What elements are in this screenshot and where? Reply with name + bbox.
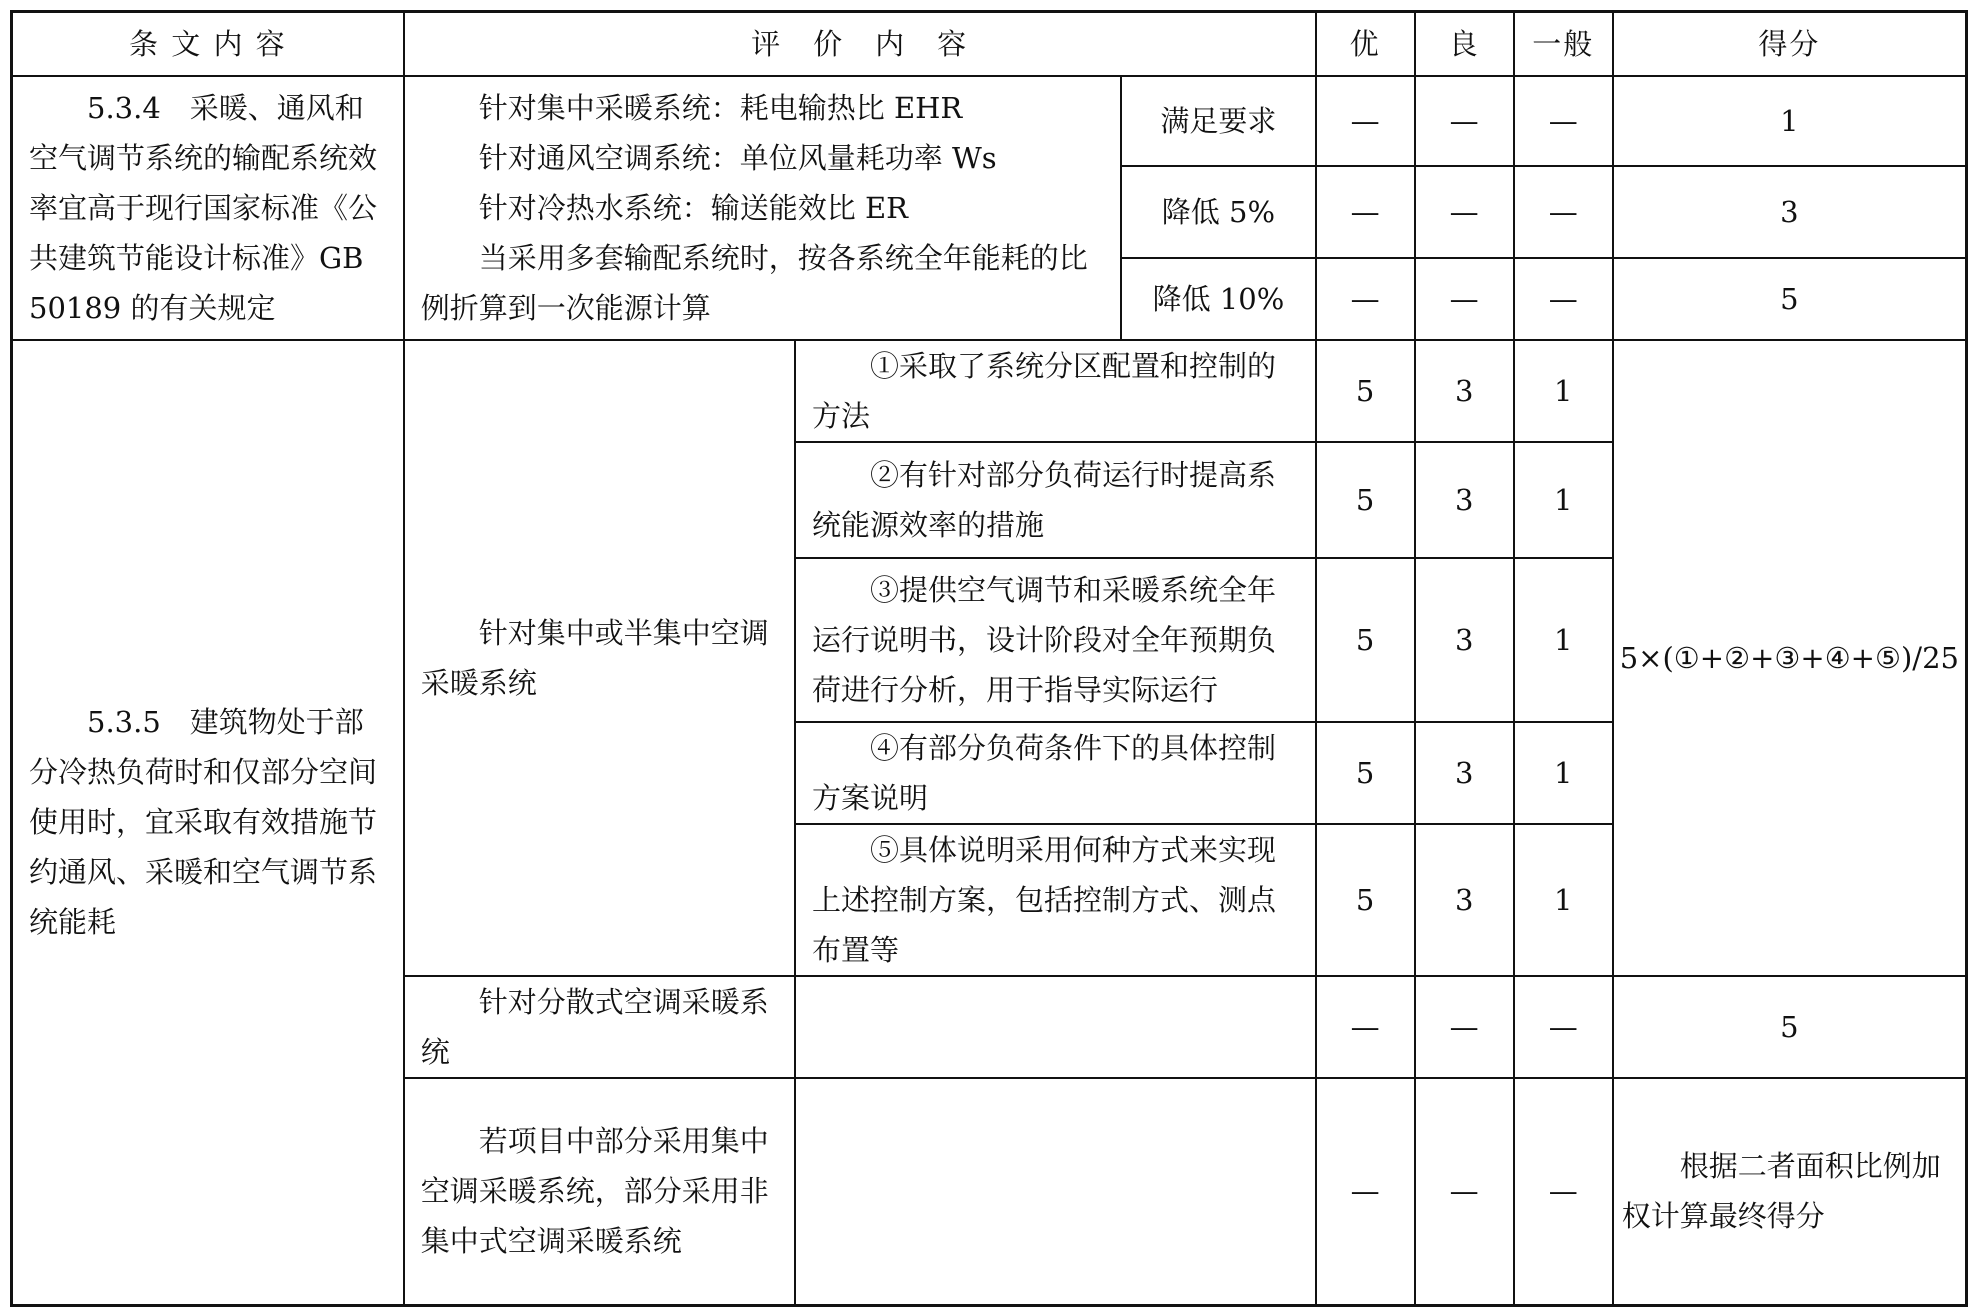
distributed-good: — [1415, 976, 1514, 1078]
mixed-empty-cell [795, 1078, 1316, 1306]
level-excellent: — [1316, 258, 1415, 340]
central-score-formula: 5×(①+②+③+④+⑤)/25 [1613, 340, 1967, 976]
item-excellent: 5 [1316, 340, 1415, 442]
level-excellent: — [1316, 166, 1415, 258]
header-fair: 一般 [1514, 12, 1613, 76]
distributed-empty-cell [795, 976, 1316, 1078]
header-evaluation: 评 价 内 容 [404, 12, 1316, 76]
level-fair: — [1514, 166, 1613, 258]
item-good: 3 [1415, 442, 1514, 558]
item-good: 3 [1415, 824, 1514, 976]
item-good: 3 [1415, 558, 1514, 722]
header-score: 得分 [1613, 12, 1967, 76]
table-row [12, 340, 1967, 442]
distributed-fair: — [1514, 976, 1613, 1078]
item-excellent: 5 [1316, 558, 1415, 722]
item-fair: 1 [1514, 558, 1613, 722]
header-row [12, 12, 1967, 76]
clause-534-text: 5.3.4 采暖、通风和空气调节系统的输配系统效率宜高于现行国家标准《公共建筑节能设计标准》GB 50189 的有关规定 [12, 76, 404, 340]
item-excellent: 5 [1316, 442, 1415, 558]
item-excellent: 5 [1316, 824, 1415, 976]
item-good: 3 [1415, 340, 1514, 442]
level-excellent: — [1316, 76, 1415, 166]
distributed-excellent: — [1316, 976, 1415, 1078]
level-label: 降低 5% [1121, 166, 1315, 258]
item-text: ⑤具体说明采用何种方式来实现上述控制方案，包括控制方式、测点布置等 [795, 824, 1316, 976]
criteria-line-ehr: 针对集中采暖系统：耗电输热比 EHR [478, 90, 963, 125]
item-text: ④有部分负荷条件下的具体控制方案说明 [795, 722, 1316, 824]
distributed-system-label: 针对分散式空调采暖系统 [404, 976, 795, 1078]
level-score: 3 [1613, 166, 1967, 258]
table-row [12, 76, 1967, 166]
criteria-line-er: 针对冷热水系统：输送能效比 ER [478, 190, 908, 225]
level-label: 满足要求 [1121, 76, 1315, 166]
level-good: — [1415, 76, 1514, 166]
criteria-line-multi: 当采用多套输配系统时，按各系统全年能耗的比例折算到一次能源计算 [420, 240, 1088, 325]
level-score: 5 [1613, 258, 1967, 340]
level-score: 1 [1613, 76, 1967, 166]
item-excellent: 5 [1316, 722, 1415, 824]
item-fair: 1 [1514, 340, 1613, 442]
mixed-fair: — [1514, 1078, 1613, 1306]
distributed-score: 5 [1613, 976, 1967, 1078]
item-fair: 1 [1514, 442, 1613, 558]
level-fair: — [1514, 258, 1613, 340]
central-system-label: 针对集中或半集中空调采暖系统 [404, 340, 795, 976]
item-good: 3 [1415, 722, 1514, 824]
level-label: 降低 10% [1121, 258, 1315, 340]
evaluation-table-container [10, 10, 1968, 1307]
header-clause: 条 文 内 容 [12, 12, 404, 76]
level-good: — [1415, 166, 1514, 258]
mixed-score: 根据二者面积比例加权计算最终得分 [1613, 1078, 1967, 1306]
item-text: ①采取了系统分区配置和控制的方法 [795, 340, 1316, 442]
mixed-excellent: — [1316, 1078, 1415, 1306]
mixed-good: — [1415, 1078, 1514, 1306]
criteria-line-ws: 针对通风空调系统：单位风量耗功率 Ws [478, 140, 997, 175]
clause-535-text: 5.3.5 建筑物处于部分冷热负荷时和仅部分空间使用时，宜采取有效措施节约通风、采暖和空气调节系统能耗 [12, 340, 404, 1306]
evaluation-table [10, 10, 1968, 1307]
item-text: ③提供空气调节和采暖系统全年运行说明书，设计阶段对全年预期负荷进行分析，用于指导实际运行 [795, 558, 1316, 722]
clause-534-criteria [404, 76, 1122, 340]
item-fair: 1 [1514, 824, 1613, 976]
level-good: — [1415, 258, 1514, 340]
item-fair: 1 [1514, 722, 1613, 824]
header-good: 良 [1415, 12, 1514, 76]
mixed-system-label: 若项目中部分采用集中空调采暖系统，部分采用非集中式空调采暖系统 [404, 1078, 795, 1306]
header-excellent: 优 [1316, 12, 1415, 76]
item-text: ②有针对部分负荷运行时提高系统能源效率的措施 [795, 442, 1316, 558]
level-fair: — [1514, 76, 1613, 166]
